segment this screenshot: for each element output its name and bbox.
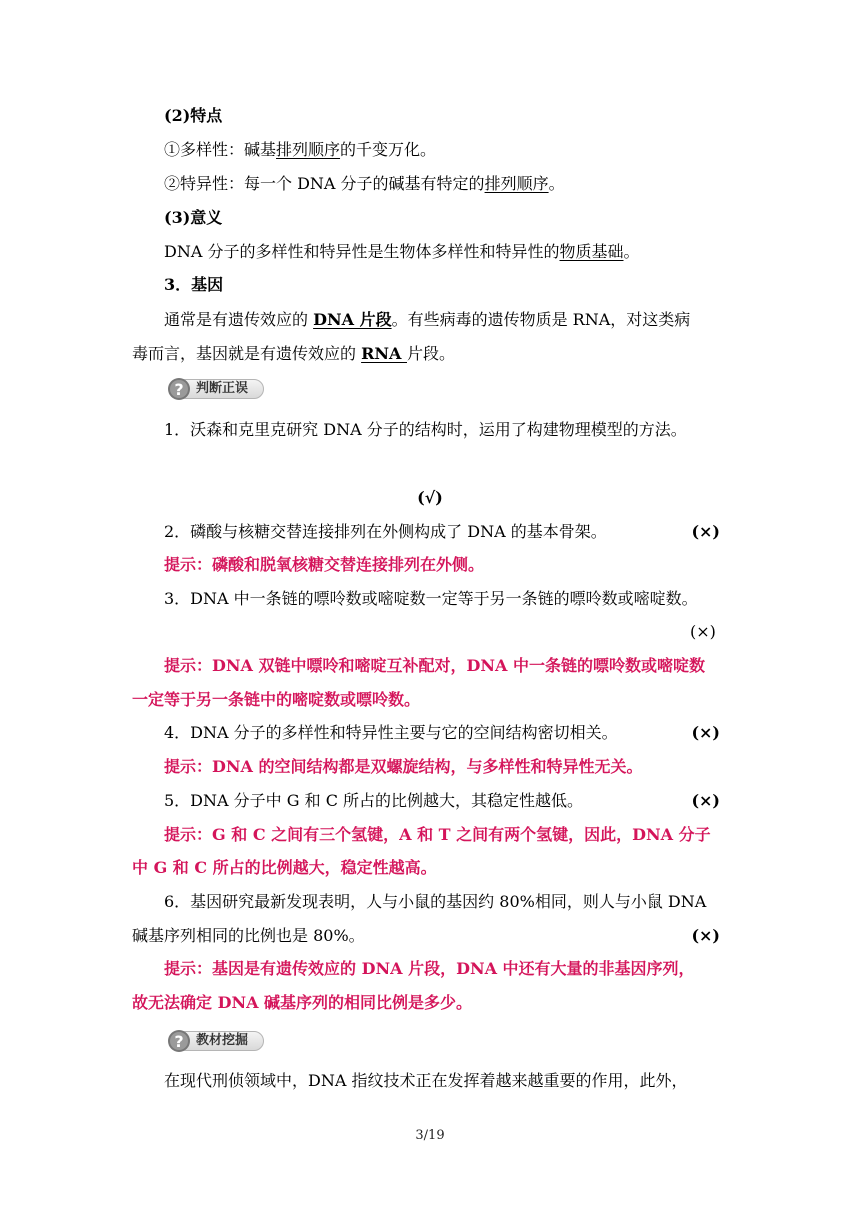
gene-rna-underline: RNA [361, 344, 407, 363]
textbook-badge [166, 1028, 266, 1054]
item-3-hint-1: 提示：DNA 双链中嘌呤和嘧啶互补配对，DNA 中一条链的嘌呤数或嘧啶数 [164, 656, 705, 675]
item-2-mark: (×) [691, 522, 720, 541]
question-mark-icon [166, 1028, 192, 1054]
closing-line: 在现代刑侦领域中，DNA 指纹技术正在发挥着越来越重要的作用，此外， [164, 1071, 688, 1090]
item-1-text: 1．沃森和克里克研究 DNA 分子的结构时，运用了构建物理模型的方法。 [164, 420, 687, 439]
item-5-line: 5．DNA 分子中 G 和 C 所占的比例越大，其稳定性越低。 (×) [164, 789, 764, 813]
diversity-underline: 排列顺序 [276, 140, 341, 159]
gene-line-2: 毒而言，基因就是有遗传效应的 RNA 片段。 [132, 344, 456, 363]
item-5-mark: (×) [691, 791, 720, 810]
item-3-hint-2: 一定等于另一条链中的嘧啶数或嘌呤数。 [132, 690, 421, 709]
diversity-line: ①多样性：碱基排列顺序的千变万化。 [164, 140, 437, 159]
gene-heading: 3．基因 [164, 275, 224, 294]
meaning-underline: 物质基础 [559, 242, 624, 261]
judge-badge-label: 判断正误 [196, 381, 249, 396]
item-6-line-2: 碱基序列相同的比例也是 80%。 (×) [132, 924, 732, 948]
gene-line-1: 通常是有遗传效应的 DNA 片段。有些病毒的遗传物质是 RNA，对这类病 [164, 310, 691, 329]
item-4-mark: (×) [691, 723, 720, 742]
item-4-line: 4．DNA 分子的多样性和特异性主要与它的空间结构密切相关。 (×) [164, 721, 764, 745]
item-4-hint: 提示：DNA 的空间结构都是双螺旋结构，与多样性和特异性无关。 [164, 757, 643, 776]
question-mark-icon [166, 376, 192, 402]
item-2-line: 2．磷酸与核糖交替连接排列在外侧构成了 DNA 的基本骨架。 (×) [164, 520, 764, 544]
item-6-text-1: 6．基因研究最新发现表明，人与小鼠的基因约 80%相同，则人与小鼠 DNA [164, 892, 707, 911]
item-2-hint: 提示：磷酸和脱氧核糖交替连接排列在外侧。 [164, 555, 485, 574]
item-5-hint-2: 中 G 和 C 所占的比例越大，稳定性越高。 [132, 858, 437, 877]
item-5-hint-1: 提示：G 和 C 之间有三个氢键，A 和 T 之间有两个氢键，因此，DNA 分子 [164, 825, 711, 844]
textbook-badge-label: 教材挖掘 [196, 1033, 249, 1048]
judge-badge [166, 376, 266, 402]
item-6-hint-1: 提示：基因是有遗传效应的 DNA 片段，DNA 中还有大量的非基因序列， [164, 959, 695, 978]
svg-text:?: ? [174, 1032, 184, 1051]
item-6-mark: (×) [691, 926, 720, 945]
specificity-line: ②特异性：每一个 DNA 分子的碱基有特定的排列顺序。 [164, 174, 565, 193]
meaning-heading: (3)意义 [164, 208, 223, 227]
svg-text:?: ? [174, 380, 184, 399]
page-number: 3/19 [415, 1128, 445, 1143]
item-1-mark: (√) [417, 488, 443, 507]
specificity-underline: 排列顺序 [484, 174, 549, 193]
features-heading: (2)特点 [164, 106, 223, 125]
gene-dna-underline: DNA 片段 [313, 310, 392, 329]
item-3-text: 3．DNA 中一条链的嘌呤数或嘧啶数一定等于另一条链的嘌呤数或嘧啶数。 [164, 589, 698, 608]
meaning-line: DNA 分子的多样性和特异性是生物体多样性和特异性的物质基础。 [164, 242, 640, 261]
item-6-hint-2: 故无法确定 DNA 碱基序列的相同比例是多少。 [132, 993, 473, 1012]
item-3-mark: (×) [690, 622, 716, 641]
